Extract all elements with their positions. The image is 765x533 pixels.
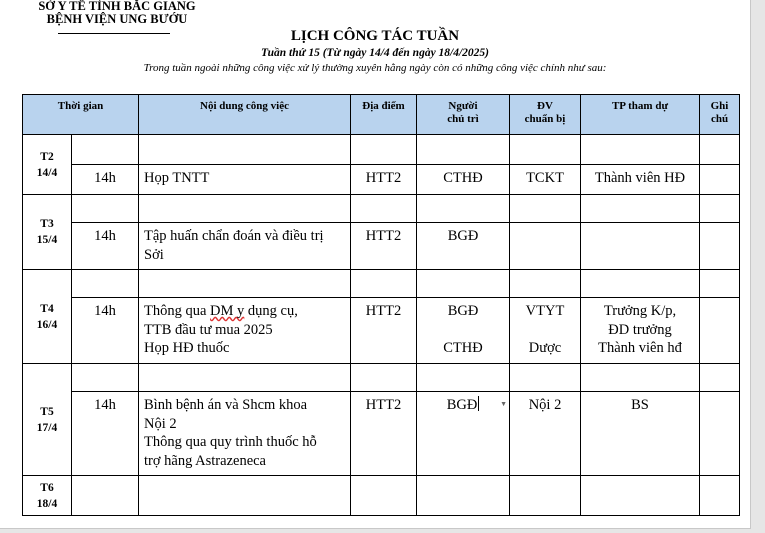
col-header-time: Thời gian — [23, 95, 139, 135]
col-header-participants: TP tham dự — [581, 95, 700, 135]
day-cell: T4 16/4 — [23, 270, 72, 364]
location-cell[interactable]: HTT2 — [351, 165, 417, 195]
table-row — [23, 392, 740, 476]
spellcheck-underline: DM y — [210, 303, 245, 319]
time-cell[interactable]: 14h — [72, 223, 139, 270]
chair-cell[interactable]: BGĐ CTHĐ — [417, 298, 510, 364]
table-row — [23, 298, 740, 364]
time-cell[interactable]: 14h — [72, 298, 139, 364]
participants-cell[interactable]: Thành viên HĐ — [581, 165, 700, 195]
table-row — [23, 195, 740, 223]
chair-cell[interactable]: BGĐ ▼ — [417, 392, 510, 476]
col-header-note: Ghi chú — [700, 95, 740, 135]
note-cell[interactable] — [700, 165, 740, 195]
content-cell[interactable]: Bình bệnh án và Shcm khoa Nội 2 Thông qua quy trình thuốc hỗ trợ hãng Astrazeneca — [139, 392, 351, 476]
participants-cell[interactable]: BS — [581, 392, 700, 476]
chair-cell[interactable]: CTHĐ — [417, 165, 510, 195]
content-cell[interactable]: Tập huấn chẩn đoán và điều trị Sởi — [139, 223, 351, 270]
location-cell[interactable]: HTT2 — [351, 392, 417, 476]
chair-cell[interactable]: BGĐ — [417, 223, 510, 270]
time-cell[interactable]: 14h — [72, 392, 139, 476]
intro-text: Trong tuần ngoài những công việc xử lý thường xuyên hằng ngày còn có những công việc chính như sau: — [143, 62, 607, 74]
table-row — [23, 364, 740, 392]
col-header-prep: ĐV chuẩn bị — [510, 95, 581, 135]
prep-cell[interactable] — [510, 223, 581, 270]
note-cell[interactable] — [700, 223, 740, 270]
org-name-hospital: BỆNH VIỆN UNG BƯỚU — [46, 12, 188, 26]
prep-cell[interactable]: VTYT Dược — [510, 298, 581, 364]
col-header-chair: Người chủ trì — [417, 95, 510, 135]
content-cell[interactable]: Thông qua DM y dụng cụ, TTB đầu tư mua 2025 Họp HĐ thuốc — [139, 298, 351, 364]
note-cell[interactable] — [700, 392, 740, 476]
table-row — [23, 165, 740, 195]
participants-cell[interactable]: Trưởng K/p, ĐD trưởng Thành viên hđ — [581, 298, 700, 364]
table-row — [23, 135, 740, 165]
day-cell: T2 14/4 — [23, 135, 72, 195]
location-cell[interactable]: HTT2 — [351, 223, 417, 270]
table-row — [23, 223, 740, 270]
prep-cell[interactable]: TCKT — [510, 165, 581, 195]
table-row — [23, 270, 740, 298]
page-title: LỊCH CÔNG TÁC TUẦN — [290, 28, 460, 44]
dropdown-arrow-icon[interactable]: ▼ — [500, 400, 507, 408]
day-cell: T6 18/4 — [23, 476, 72, 516]
col-header-location: Địa điểm — [351, 95, 417, 135]
table-header-row — [23, 95, 740, 135]
org-name-department: SỞ Y TẾ TỈNH BẮC GIANG — [38, 0, 196, 13]
time-cell[interactable]: 14h — [72, 165, 139, 195]
schedule-table — [22, 94, 740, 516]
location-cell[interactable]: HTT2 — [351, 298, 417, 364]
col-header-content: Nội dung công việc — [139, 95, 351, 135]
content-cell[interactable]: Họp TNTT — [139, 165, 351, 195]
note-cell[interactable] — [700, 298, 740, 364]
participants-cell[interactable] — [581, 223, 700, 270]
day-cell: T5 17/4 — [23, 364, 72, 476]
day-cell: T3 15/4 — [23, 195, 72, 270]
prep-cell[interactable]: Nội 2 — [510, 392, 581, 476]
text-cursor — [478, 396, 479, 411]
week-subtitle: Tuần thứ 15 (Từ ngày 14/4 đến ngày 18/4/2025) — [260, 47, 490, 59]
table-row — [23, 476, 740, 516]
